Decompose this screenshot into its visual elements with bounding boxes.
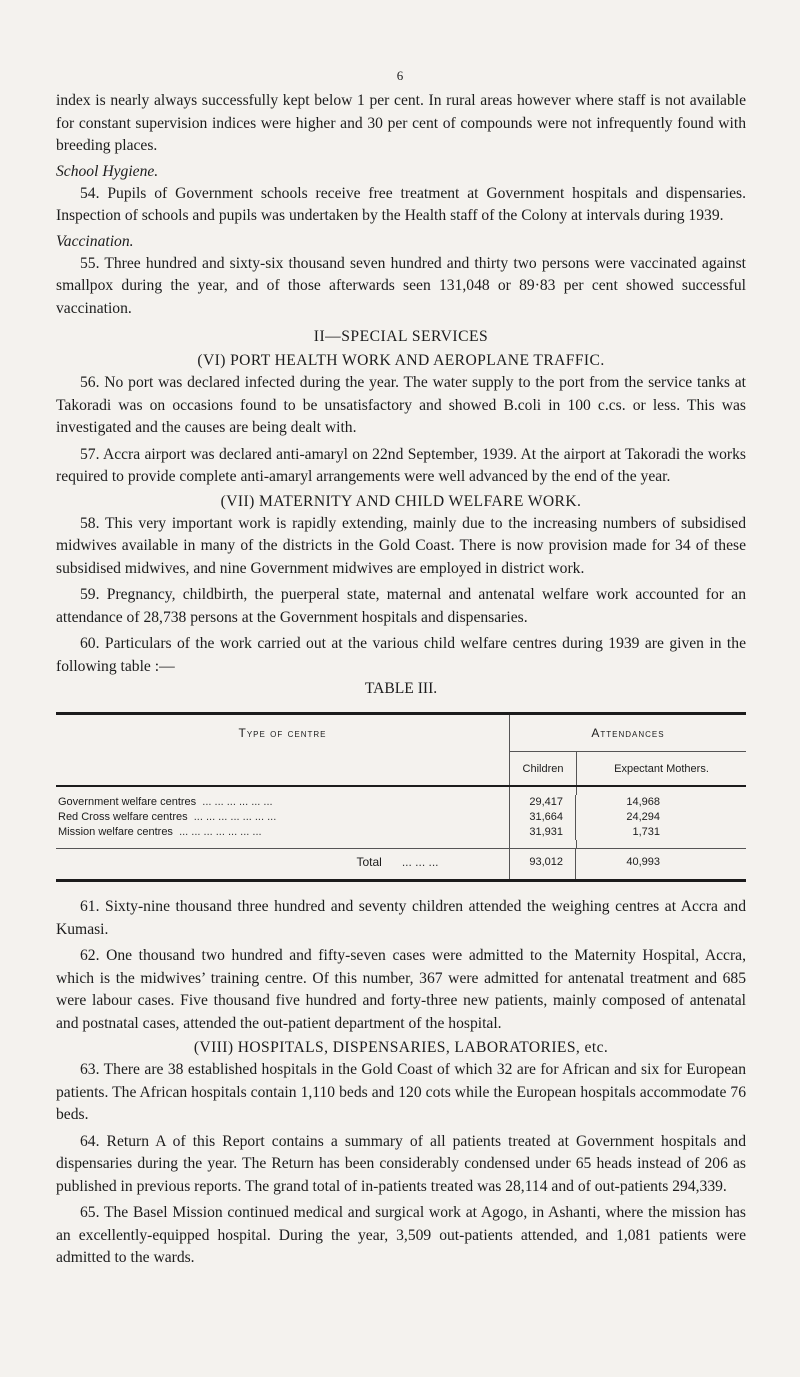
table-header-row — [56, 715, 746, 751]
row-children: 31,931 — [509, 825, 575, 840]
paragraph-intro: index is nearly always successfully kept below 1 per cent. In rural areas however where staff is not available for constant supervision indices were higher and 30 per cent of compounds were not infrequently found with breeding places. — [56, 92, 746, 154]
row-type: Red Cross welfare centres — [58, 811, 188, 823]
special-services-heading: II—SPECIAL SERVICES — [313, 328, 489, 345]
row-mothers: 14,968 — [575, 795, 746, 810]
row-type: Government welfare centres — [58, 796, 197, 808]
total-children: 93,012 — [509, 849, 575, 879]
table-row — [56, 825, 746, 840]
row-mothers: 1,731 — [575, 825, 746, 840]
vaccination-heading: Vaccination. — [56, 232, 134, 250]
body-text — [56, 90, 746, 1270]
table-total-row — [56, 848, 746, 879]
paragraph-62: 62. One thousand two hundred and fifty-seven cases were admitted to the Maternity Hospital, Accra, which is the midwives’ training centre. Of this number, 367 were admitted for antenatal treatment and 685 were labour cases. Five thousand five hundred and forty-three new patients, mainly composed of antenatal and postnatal cases, attended the out-patient department of the hospital. — [56, 947, 746, 1032]
col-header-type: Type of centre — [238, 726, 327, 740]
school-hygiene-heading: School Hygiene. — [56, 162, 159, 180]
leader-dots: ... ... ... ... ... ... ... — [179, 826, 262, 838]
paragraph-57: 57. Accra airport was declared anti-amaryl on 22nd September, 1939. At the airport at Takoradi the works required to provide complete anti-amaryl arrangements were well advanced by the end of the year. — [56, 445, 746, 485]
total-mothers: 40,993 — [575, 849, 746, 879]
row-children: 31,664 — [509, 810, 575, 825]
paragraph-59: 59. Pregnancy, childbirth, the puerperal state, maternal and antenatal welfare work accounted for an attendance of 28,738 persons at the Government hospitals and dispensaries. — [56, 586, 746, 626]
table-title: TABLE III. — [364, 680, 438, 697]
leader-dots: ... ... ... ... ... ... ... — [193, 811, 277, 823]
hospitals-heading: (VIII) HOSPITALS, DISPENSARIES, LABORATORIES, etc. — [193, 1039, 609, 1056]
paragraph-60: 60. Particulars of the work carried out at the various child welfare centres during 1939 are given in the following table :— — [56, 635, 746, 675]
row-children: 29,417 — [509, 795, 575, 810]
col-header-mothers: Expectant Mothers. — [576, 751, 746, 785]
paragraph-64: 64. Return A of this Report contains a summary of all patients treated at Government hospitals and dispensaries during the year. The Return has been considerably condensed under 65 heads instead of 206 as published in previous reports. The grand total of in-patients treated was 28,114 and of out-patients 294,339. — [56, 1132, 746, 1195]
welfare-centres-table — [56, 712, 746, 882]
total-label: Total — [356, 855, 382, 869]
paragraph-55: 55. Three hundred and sixty-six thousand seven hundred and thirty two persons were vaccinated against smallpox during the year, and of those afterwards seen 131,048 or 89·83 per cent showed successful vaccination. — [56, 254, 746, 317]
row-type: Mission welfare centres — [58, 826, 173, 838]
leader-dots: ... ... ... ... ... ... — [202, 796, 273, 808]
row-mothers: 24,294 — [575, 810, 746, 825]
table-subheader-row — [56, 751, 746, 785]
paragraph-65: 65. The Basel Mission continued medical and surgical work at Agogo, in Ashanti, where the mission has an excellently-equipped hospital. During the year, 3,509 out-patients attended, and 1,081 patients were admitted to the wards. — [56, 1204, 746, 1266]
paragraph-54: 54. Pupils of Government schools receive free treatment at Government hospitals and dispensaries. Inspection of schools and pupils was undertaken by the Health staff of the Colony at intervals during 1939. — [56, 184, 746, 224]
maternity-heading: (VII) MATERNITY AND CHILD WELFARE WORK. — [220, 492, 582, 510]
paragraph-56: 56. No port was declared infected during the year. The water supply to the port from the service tanks at Takoradi was on occasions found to be unsatisfactory and showed B.coli in 100 c.cs. or less. This was investigated and the causes are being dealt with. — [56, 374, 746, 436]
table-row — [56, 810, 746, 825]
paragraph-63: 63. There are 38 established hospitals in the Gold Coast of which 32 are for African and six for European patients. The African hospitals contain 1,110 beds and 120 cots while the European hospitals accommodate 76 beds. — [56, 1061, 746, 1123]
paragraph-61: 61. Sixty-nine thousand three hundred and seventy children attended the weighing centres at Accra and Kumasi. — [56, 898, 746, 938]
col-header-attendances: Attendances — [509, 715, 746, 751]
table-row — [56, 795, 746, 810]
col-header-children: Children — [509, 751, 576, 785]
leader-dots: ... ... ... — [401, 855, 439, 869]
paragraph-58: 58. This very important work is rapidly extending, mainly due to the increasing numbers of subsidised midwives available in many of the districts in the Gold Coast. There is now provision made for 34 of these subsidised midwives, and nine Government midwives are employed in district work. — [56, 514, 746, 577]
port-health-heading: (VI) PORT HEALTH WORK AND AEROPLANE TRAFFIC. — [197, 352, 605, 369]
page-number: 6 — [396, 68, 404, 83]
